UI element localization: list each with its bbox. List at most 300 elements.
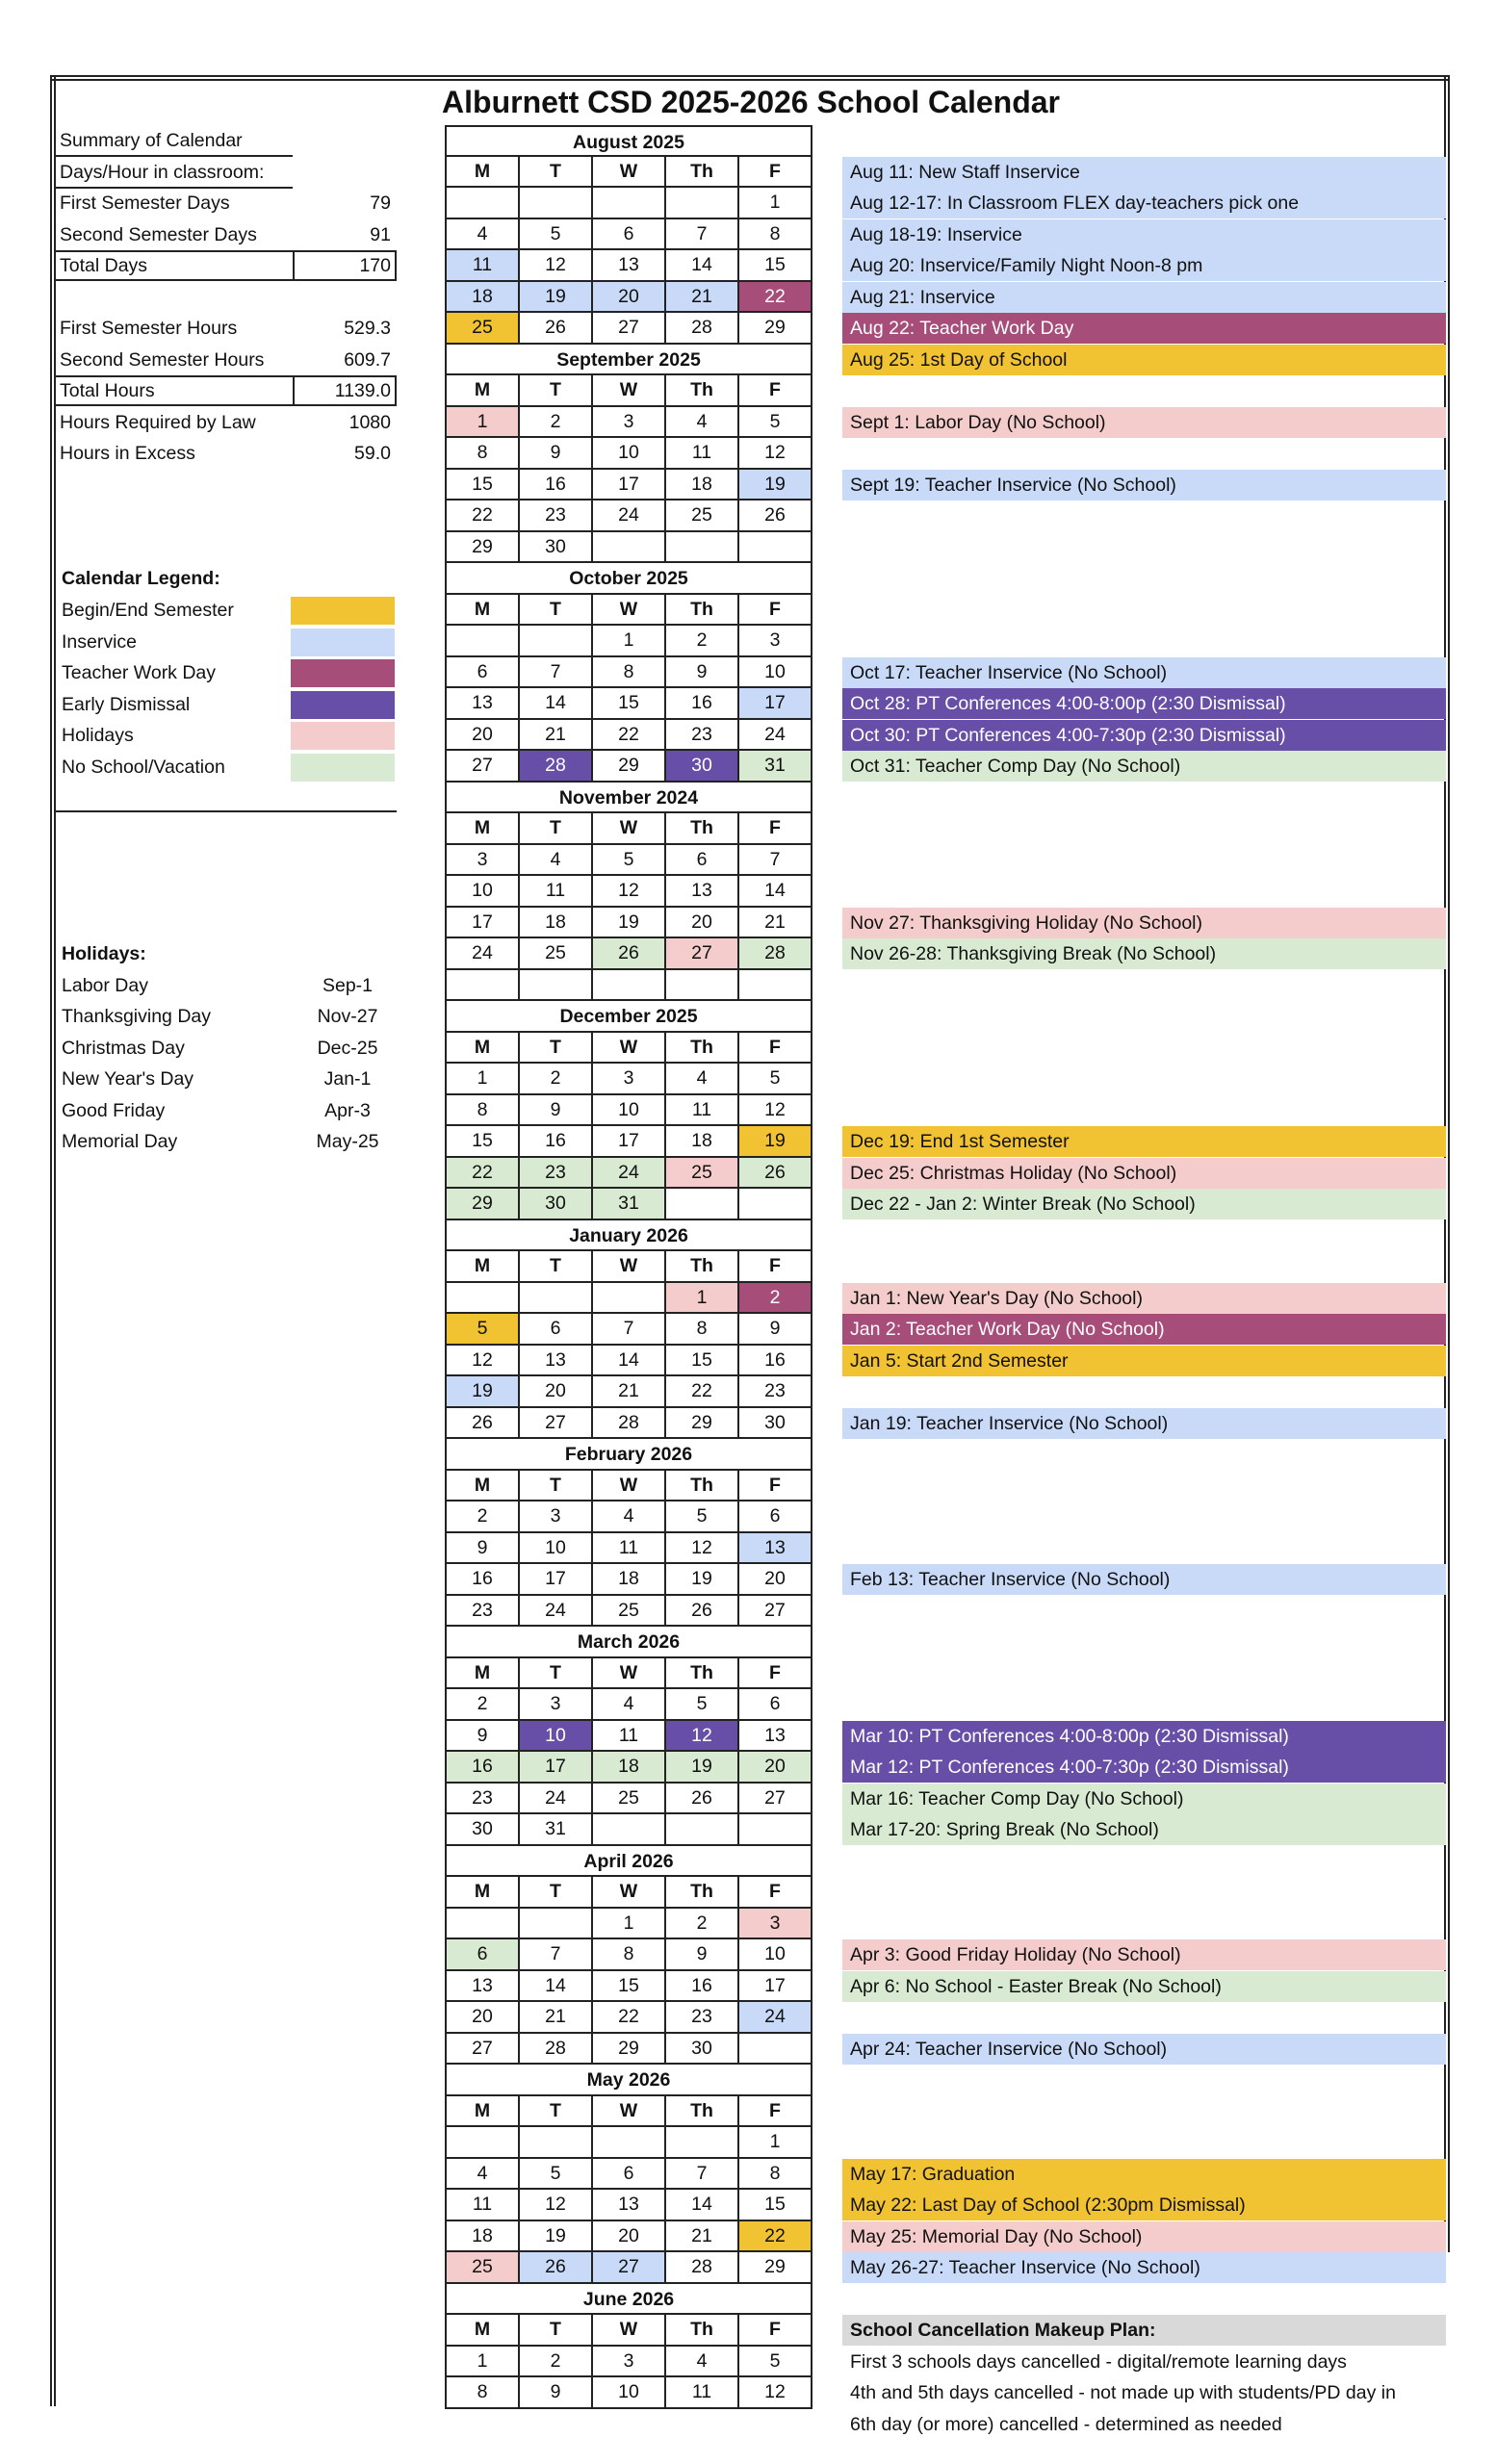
weekday-header: F <box>739 1877 812 1909</box>
day-cell: 30 <box>520 532 593 564</box>
day-cell: 28 <box>520 751 593 783</box>
day-cell: 11 <box>593 1721 666 1753</box>
month-title: March 2026 <box>445 1627 812 1658</box>
weekday-header: W <box>593 813 666 845</box>
day-cell: 10 <box>520 1721 593 1753</box>
week-row <box>445 1596 812 1628</box>
day-cell: 27 <box>593 313 666 345</box>
week-row <box>445 1939 812 1971</box>
page-title: Alburnett CSD 2025-2026 School Calendar <box>442 85 1060 119</box>
weekday-header: Th <box>666 375 739 407</box>
legend-heading-row <box>54 563 397 594</box>
legend-item-label: Inservice <box>62 630 138 653</box>
day-cell: 20 <box>593 2221 666 2253</box>
day-cell: 10 <box>593 438 666 470</box>
week-row <box>445 2252 812 2284</box>
calendar-event: 6th day (or more) cancelled - determined as needed <box>850 2413 1282 2435</box>
day-cell: 16 <box>520 1126 593 1158</box>
day-cell: 6 <box>445 657 520 689</box>
weekday-header-row <box>445 1033 812 1065</box>
first-semester-days-value: 79 <box>370 192 391 214</box>
day-cell: 1 <box>593 626 666 657</box>
day-cell: 3 <box>593 1064 666 1095</box>
day-cell <box>666 1814 739 1846</box>
legend-item-label: Teacher Work Day <box>62 662 217 683</box>
holiday-item <box>54 970 397 1001</box>
day-cell: 27 <box>445 2034 520 2066</box>
day-cell: 12 <box>445 1346 520 1377</box>
day-cell: 13 <box>593 2190 666 2221</box>
holiday-date: Dec-25 <box>317 1037 378 1059</box>
day-cell <box>593 532 666 564</box>
day-cell: 12 <box>739 2377 812 2409</box>
first-semester-hours-value: 529.3 <box>344 318 391 339</box>
day-cell: 6 <box>593 219 666 251</box>
week-row <box>445 1095 812 1127</box>
day-cell: 31 <box>739 751 812 783</box>
day-cell: 24 <box>520 1784 593 1815</box>
weekday-header: T <box>520 813 593 845</box>
day-cell: 1 <box>593 1909 666 1940</box>
month-title: September 2025 <box>445 345 812 376</box>
day-cell: 4 <box>666 407 739 439</box>
weekday-header: M <box>445 2096 520 2128</box>
weekday-header: M <box>445 813 520 845</box>
day-cell: 23 <box>739 1376 812 1408</box>
weekday-header: W <box>593 1251 666 1283</box>
day-cell: 11 <box>666 438 739 470</box>
day-cell <box>739 532 812 564</box>
week-row <box>445 845 812 877</box>
day-cell: 3 <box>739 626 812 657</box>
day-cell: 18 <box>593 1564 666 1596</box>
weekday-header: W <box>593 375 666 407</box>
weekday-header: M <box>445 1251 520 1283</box>
day-cell: 19 <box>739 1126 812 1158</box>
day-cell: 1 <box>739 2127 812 2159</box>
day-cell: 9 <box>666 1939 739 1971</box>
second-semester-days-value: 91 <box>370 223 391 245</box>
week-row <box>445 1314 812 1346</box>
calendar-event: Aug 20: Inservice/Family Night Noon-8 pm <box>842 250 1446 281</box>
day-cell <box>593 1283 666 1315</box>
calendar-event: Jan 5: Start 2nd Semester <box>842 1346 1446 1376</box>
day-cell <box>593 188 666 219</box>
day-cell: 26 <box>520 313 593 345</box>
day-cell: 7 <box>666 2159 739 2191</box>
day-cell: 24 <box>739 2002 812 2034</box>
calendar-event: Apr 3: Good Friday Holiday (No School) <box>842 1939 1446 1970</box>
week-row <box>445 938 812 970</box>
legend-swatch <box>291 754 395 782</box>
day-cell: 7 <box>593 1314 666 1346</box>
legend-item <box>54 689 397 720</box>
week-row <box>445 1346 812 1377</box>
calendar-event: Nov 26-28: Thanksgiving Break (No School) <box>842 938 1446 969</box>
holiday-date: Nov-27 <box>317 1006 378 1027</box>
day-cell: 17 <box>520 1752 593 1784</box>
weekday-header-row <box>445 1877 812 1909</box>
day-cell: 13 <box>445 688 520 720</box>
calendar-event: Apr 6: No School - Easter Break (No School) <box>842 1971 1446 2002</box>
holiday-name: Christmas Day <box>62 1037 185 1059</box>
day-cell: 11 <box>445 2190 520 2221</box>
hours-excess-row <box>54 438 397 469</box>
day-cell: 10 <box>593 2377 666 2409</box>
day-cell: 2 <box>445 1502 520 1533</box>
hours-excess-label: Hours in Excess <box>60 443 195 464</box>
day-cell: 29 <box>593 751 666 783</box>
day-cell: 26 <box>520 2252 593 2284</box>
calendar-event: Nov 27: Thanksgiving Holiday (No School) <box>842 908 1446 938</box>
day-cell: 22 <box>593 720 666 752</box>
week-row <box>445 313 812 345</box>
day-cell <box>520 1909 593 1940</box>
month-title: January 2026 <box>445 1220 812 1252</box>
day-cell: 24 <box>739 720 812 752</box>
day-cell: 15 <box>445 470 520 501</box>
weekday-header: W <box>593 2096 666 2128</box>
legend-bottom-rule <box>54 810 397 812</box>
calendar-event: Oct 17: Teacher Inservice (No School) <box>842 657 1446 688</box>
month-title: June 2026 <box>445 2284 812 2316</box>
weekday-header: W <box>593 595 666 627</box>
day-cell: 18 <box>445 2221 520 2253</box>
week-row <box>445 2002 812 2034</box>
day-cell: 19 <box>739 470 812 501</box>
day-cell: 30 <box>666 2034 739 2066</box>
total-hours-divider <box>293 375 295 406</box>
calendar-event: Mar 10: PT Conferences 4:00-8:00p (2:30 Dismissal) <box>842 1721 1446 1752</box>
day-cell: 29 <box>666 1408 739 1440</box>
second-semester-days-row <box>54 219 397 250</box>
day-cell: 11 <box>593 1533 666 1565</box>
calendar-event: Jan 2: Teacher Work Day (No School) <box>842 1314 1446 1345</box>
weekday-header-row <box>445 2096 812 2128</box>
calendar-event: Apr 24: Teacher Inservice (No School) <box>842 2034 1446 2065</box>
day-cell: 14 <box>739 876 812 908</box>
day-cell: 24 <box>445 938 520 970</box>
day-cell: 29 <box>739 2252 812 2284</box>
day-cell: 21 <box>666 282 739 314</box>
month-title: November 2024 <box>445 783 812 814</box>
day-cell: 21 <box>739 908 812 939</box>
day-cell: 14 <box>520 688 593 720</box>
week-row <box>445 500 812 532</box>
day-cell: 5 <box>520 2159 593 2191</box>
day-cell: 12 <box>666 1533 739 1565</box>
day-cell: 28 <box>739 938 812 970</box>
day-cell: 25 <box>445 313 520 345</box>
week-row <box>445 1814 812 1846</box>
day-cell: 22 <box>593 2002 666 2034</box>
week-row <box>445 1502 812 1533</box>
day-cell: 3 <box>739 1909 812 1940</box>
weekday-header: F <box>739 375 812 407</box>
total-days-divider <box>293 250 295 281</box>
day-cell: 17 <box>593 470 666 501</box>
day-cell: 4 <box>666 2347 739 2378</box>
legend-item <box>54 657 397 688</box>
week-row <box>445 908 812 939</box>
calendar-event: Feb 13: Teacher Inservice (No School) <box>842 1564 1446 1595</box>
day-cell: 16 <box>445 1752 520 1784</box>
week-row <box>445 2221 812 2253</box>
day-cell: 14 <box>666 2190 739 2221</box>
weekday-header: T <box>520 1033 593 1065</box>
weekday-header: F <box>739 2096 812 2128</box>
day-cell: 6 <box>593 2159 666 2191</box>
week-row <box>445 1971 812 2003</box>
day-cell: 8 <box>593 1939 666 1971</box>
weekday-header: F <box>739 157 812 189</box>
day-cell: 19 <box>520 2221 593 2253</box>
day-cell: 29 <box>445 1189 520 1220</box>
day-cell: 19 <box>666 1752 739 1784</box>
day-cell: 12 <box>520 250 593 282</box>
day-cell: 27 <box>520 1408 593 1440</box>
day-cell: 20 <box>445 720 520 752</box>
day-cell: 17 <box>739 1971 812 2003</box>
day-cell <box>593 1814 666 1846</box>
week-row <box>445 1784 812 1815</box>
day-cell: 22 <box>666 1376 739 1408</box>
day-cell: 22 <box>739 2221 812 2253</box>
day-cell: 14 <box>593 1346 666 1377</box>
legend-swatch <box>291 629 395 656</box>
legend-item-label: No School/Vacation <box>62 756 225 778</box>
second-semester-days-label: Second Semester Days <box>60 223 257 245</box>
day-cell: 12 <box>520 2190 593 2221</box>
week-row <box>445 1376 812 1408</box>
week-row <box>445 438 812 470</box>
day-cell: 8 <box>445 1095 520 1127</box>
day-cell: 20 <box>739 1752 812 1784</box>
weekday-header: M <box>445 595 520 627</box>
day-cell: 30 <box>666 751 739 783</box>
legend-swatch <box>291 691 395 719</box>
day-cell: 15 <box>445 1126 520 1158</box>
weekday-header: Th <box>666 1877 739 1909</box>
holiday-item <box>54 1001 397 1032</box>
day-cell: 26 <box>593 938 666 970</box>
week-row <box>445 626 812 657</box>
weekday-header: M <box>445 1877 520 1909</box>
day-cell: 5 <box>445 1314 520 1346</box>
days-hour-label: Days/Hour in classroom: <box>60 161 265 183</box>
day-cell: 13 <box>520 1346 593 1377</box>
weekday-header-row <box>445 1471 812 1502</box>
weekday-header: W <box>593 157 666 189</box>
day-cell: 8 <box>593 657 666 689</box>
weekday-header: T <box>520 1877 593 1909</box>
day-cell: 5 <box>520 219 593 251</box>
day-cell: 15 <box>666 1346 739 1377</box>
day-cell: 2 <box>666 1909 739 1940</box>
day-cell: 12 <box>666 1721 739 1753</box>
day-cell <box>445 2127 520 2159</box>
day-cell: 30 <box>445 1814 520 1846</box>
week-row <box>445 407 812 439</box>
day-cell: 25 <box>666 1158 739 1190</box>
weekday-header: W <box>593 1877 666 1909</box>
holiday-item <box>54 1033 397 1064</box>
day-cell: 1 <box>445 2347 520 2378</box>
day-cell: 10 <box>593 1095 666 1127</box>
hours-required-value: 1080 <box>348 411 391 433</box>
day-cell: 13 <box>445 1971 520 2003</box>
day-cell <box>593 2127 666 2159</box>
day-cell: 21 <box>593 1376 666 1408</box>
calendar-event: 4th and 5th days cancelled - not made up with students/PD day in <box>850 2382 1396 2403</box>
day-cell: 13 <box>666 876 739 908</box>
weekday-header: T <box>520 2315 593 2347</box>
day-cell: 27 <box>739 1596 812 1628</box>
day-cell: 3 <box>593 407 666 439</box>
holidays-heading-row <box>54 938 397 969</box>
calendar-event: Aug 22: Teacher Work Day <box>842 313 1446 344</box>
weekday-header: F <box>739 1471 812 1502</box>
day-cell: 27 <box>593 2252 666 2284</box>
holiday-date: May-25 <box>316 1131 379 1152</box>
week-row <box>445 2159 812 2191</box>
day-cell: 28 <box>666 313 739 345</box>
day-cell: 18 <box>445 282 520 314</box>
total-hours-box <box>54 375 397 406</box>
day-cell: 23 <box>520 1158 593 1190</box>
calendar-event: May 26-27: Teacher Inservice (No School) <box>842 2252 1446 2283</box>
day-cell: 9 <box>520 2377 593 2409</box>
day-cell <box>739 970 812 1002</box>
day-cell: 30 <box>739 1408 812 1440</box>
calendar-event: May 22: Last Day of School (2:30pm Dismissal) <box>842 2190 1446 2220</box>
calendar-event: Aug 25: 1st Day of School <box>842 345 1446 375</box>
day-cell: 27 <box>666 938 739 970</box>
weekday-header: T <box>520 1251 593 1283</box>
weekday-header: T <box>520 2096 593 2128</box>
day-cell <box>666 970 739 1002</box>
holiday-name: Memorial Day <box>62 1131 178 1152</box>
day-cell: 16 <box>520 470 593 501</box>
day-cell: 12 <box>739 438 812 470</box>
day-cell: 6 <box>739 1689 812 1721</box>
weekday-header: W <box>593 2315 666 2347</box>
calendar-event: Dec 22 - Jan 2: Winter Break (No School) <box>842 1189 1446 1219</box>
day-cell: 5 <box>593 845 666 877</box>
day-cell: 19 <box>666 1564 739 1596</box>
weekday-header: Th <box>666 813 739 845</box>
day-cell: 24 <box>520 1596 593 1628</box>
day-cell: 9 <box>445 1533 520 1565</box>
week-row <box>445 1909 812 1940</box>
day-cell: 15 <box>739 250 812 282</box>
day-cell: 2 <box>520 2347 593 2378</box>
week-row <box>445 751 812 783</box>
day-cell: 5 <box>739 407 812 439</box>
day-cell: 16 <box>666 1971 739 2003</box>
day-cell: 29 <box>593 2034 666 2066</box>
week-row <box>445 1689 812 1721</box>
weekday-header: M <box>445 157 520 189</box>
week-row <box>445 876 812 908</box>
day-cell: 12 <box>593 876 666 908</box>
month-title: December 2025 <box>445 1001 812 1033</box>
day-cell <box>739 1189 812 1220</box>
month-title: February 2026 <box>445 1439 812 1471</box>
day-cell: 31 <box>520 1814 593 1846</box>
calendar-grid <box>445 125 812 2409</box>
week-row <box>445 2347 812 2378</box>
weekday-header: T <box>520 595 593 627</box>
day-cell: 1 <box>666 1283 739 1315</box>
day-cell: 16 <box>666 688 739 720</box>
weekday-header: F <box>739 2315 812 2347</box>
total-hours-label: Total Hours <box>60 380 155 401</box>
week-row <box>445 470 812 501</box>
day-cell: 16 <box>445 1564 520 1596</box>
day-cell: 13 <box>739 1721 812 1753</box>
day-cell: 9 <box>666 657 739 689</box>
day-cell: 26 <box>445 1408 520 1440</box>
weekday-header-row <box>445 375 812 407</box>
day-cell: 6 <box>666 845 739 877</box>
total-days-box <box>54 250 397 281</box>
day-cell: 20 <box>666 908 739 939</box>
holiday-name: Labor Day <box>62 974 148 996</box>
first-semester-days-row <box>54 188 397 218</box>
week-row <box>445 250 812 282</box>
day-cell: 30 <box>520 1189 593 1220</box>
hours-required-label: Hours Required by Law <box>60 411 256 433</box>
day-cell: 17 <box>593 1126 666 1158</box>
legend-swatch <box>291 722 395 750</box>
weekday-header: Th <box>666 1658 739 1690</box>
day-cell: 3 <box>520 1689 593 1721</box>
day-cell: 18 <box>593 1752 666 1784</box>
day-cell: 24 <box>593 1158 666 1190</box>
day-cell: 7 <box>666 219 739 251</box>
day-cell: 8 <box>666 1314 739 1346</box>
day-cell: 5 <box>739 2347 812 2378</box>
day-cell: 8 <box>739 2159 812 2191</box>
day-cell: 6 <box>445 1939 520 1971</box>
hours-required-row <box>54 407 397 438</box>
month-title: May 2026 <box>445 2065 812 2096</box>
day-cell: 10 <box>520 1533 593 1565</box>
day-cell: 20 <box>520 1376 593 1408</box>
holiday-date: Apr-3 <box>324 1099 371 1121</box>
day-cell: 9 <box>520 1095 593 1127</box>
summary-panel <box>54 125 397 818</box>
day-cell: 2 <box>445 1689 520 1721</box>
day-cell <box>666 532 739 564</box>
day-cell <box>666 1189 739 1220</box>
weekday-header-row <box>445 1251 812 1283</box>
day-cell: 15 <box>739 2190 812 2221</box>
weekday-header: F <box>739 1033 812 1065</box>
summary-heading-row <box>54 125 397 156</box>
day-cell: 2 <box>739 1283 812 1315</box>
calendar-event: Sept 1: Labor Day (No School) <box>842 407 1446 438</box>
holiday-item <box>54 1095 397 1126</box>
day-cell: 18 <box>666 470 739 501</box>
week-row <box>445 1564 812 1596</box>
day-cell: 9 <box>445 1721 520 1753</box>
day-cell: 29 <box>739 313 812 345</box>
day-cell: 19 <box>520 282 593 314</box>
weekday-header: F <box>739 595 812 627</box>
day-cell: 19 <box>445 1376 520 1408</box>
